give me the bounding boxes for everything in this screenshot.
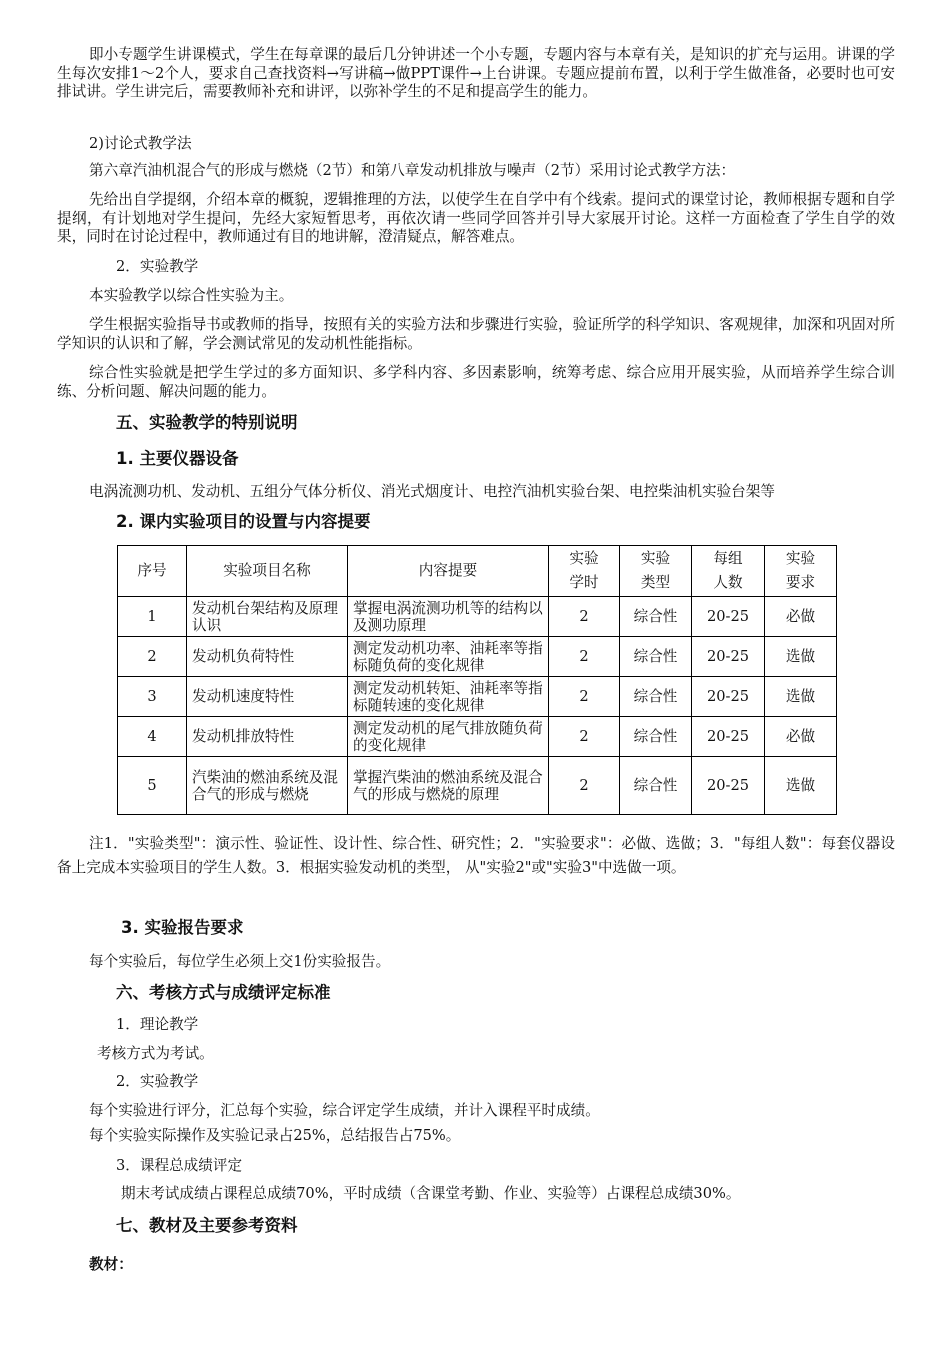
- cell-type: 综合性: [620, 637, 692, 677]
- report-requirement: 每个实验后，每位学生必须上交1份实验报告。: [89, 953, 391, 970]
- textbook-label: 教材：: [89, 1256, 133, 1273]
- subsection-heading-equipment: 1. 主要仪器设备: [116, 449, 239, 468]
- cell-content: 测定发动机功率、油耗率等指标随负荷的变化规律: [348, 637, 549, 677]
- paragraph-mini-topic: 即小专题学生讲课模式，学生在每章课的最后几分钟讲述一个小专题，专题内容与本章有关，是知识的扩充与运用。讲课的学生每次安排1～2个人，要求自己查找资料→写讲稿→做PPT课件→上台讲课。专题应提前布置，以利于学生做准备，必要时也可安排试讲。学生讲完后，需要教师补充和讲评，以弥补学生的不足和提高学生的能力。: [57, 46, 895, 100]
- cell-hours: 2: [549, 757, 620, 815]
- cell-name: 发动机速度特性: [187, 677, 348, 717]
- cell-name: 发动机排放特性: [187, 717, 348, 757]
- table-row: [118, 677, 837, 717]
- subheading-lab-teaching: 2．实验教学: [116, 258, 199, 275]
- subheading-theory: 1．理论教学: [116, 1016, 199, 1033]
- paragraph-chapters: 第六章汽油机混合气的形成与燃烧（2节）和第八章发动机排放与噪声（2节）采用讨论式教学方法：: [89, 162, 736, 179]
- cell-requirement: 必做: [765, 717, 837, 757]
- cell-no: 1: [118, 597, 187, 637]
- header-group: 每组 人数: [692, 546, 765, 597]
- paragraph-lab-main: 本实验教学以综合性实验为主。: [89, 287, 294, 304]
- paragraph-comprehensive: 综合性实验就是把学生学过的多方面知识、多学科内容、多因素影响，统筹考虑、综合应用开展实验，从而培养学生综合训练、分析问题、解决问题的能力。: [57, 364, 895, 400]
- cell-group: 20-25: [692, 597, 765, 637]
- cell-no: 2: [118, 637, 187, 677]
- cell-hours: 2: [549, 717, 620, 757]
- cell-content: 测定发动机的尾气排放随负荷的变化规律: [348, 717, 549, 757]
- header-requirement: 实验 要求: [765, 546, 837, 597]
- table-row: [118, 597, 837, 637]
- lab-assessment-2: 每个实验实际操作及实验记录占25%，总结报告占75%。: [89, 1127, 461, 1144]
- table-header-row: [118, 546, 837, 597]
- cell-name: 发动机负荷特性: [187, 637, 348, 677]
- header-no: 序号: [118, 546, 187, 597]
- section-heading-7: 七、教材及主要参考资料: [116, 1216, 298, 1235]
- subsection-heading-report: 3. 实验报告要求: [121, 918, 244, 937]
- cell-hours: 2: [549, 677, 620, 717]
- cell-hours: 2: [549, 597, 620, 637]
- cell-type: 综合性: [620, 597, 692, 637]
- experiment-table: [117, 545, 837, 815]
- paragraph-lab-guide: 学生根据实验指导书或教师的指导，按照有关的实验方法和步骤进行实验，验证所学的科学知识、客观规律，加深和巩固对所学知识的认识和了解，学会测试常见的发动机性能指标。: [57, 316, 895, 352]
- section-heading-5: 五、实验教学的特别说明: [116, 413, 298, 432]
- total-grade-text: 期末考试成绩占课程总成绩70%，平时成绩（含课堂考勤、作业、实验等）占课程总成绩30%。: [121, 1185, 741, 1202]
- cell-requirement: 选做: [765, 757, 837, 815]
- table-row: [118, 637, 837, 677]
- cell-requirement: 选做: [765, 637, 837, 677]
- paragraph-self-study: 先给出自学提纲，介绍本章的概貌，逻辑推理的方法，以使学生在自学中有个线索。提问式的课堂讨论，教师根据专题和自学提纲，有计划地对学生提问，先经大家短暂思考，再依次请一些同学回答并引导大家展开讨论。这样一方面检查了学生自学的效果，同时在讨论过程中，教师通过有目的地讲解，澄清疑点，解答难点。: [57, 191, 895, 245]
- cell-group: 20-25: [692, 717, 765, 757]
- cell-group: 20-25: [692, 677, 765, 717]
- cell-requirement: 必做: [765, 597, 837, 637]
- table-row: [118, 717, 837, 757]
- cell-type: 综合性: [620, 717, 692, 757]
- cell-hours: 2: [549, 637, 620, 677]
- cell-content: 测定发动机转矩、油耗率等指标随转速的变化规律: [348, 677, 549, 717]
- cell-type: 综合性: [620, 757, 692, 815]
- table-note: 注1．"实验类型"：演示性、验证性、设计性、综合性、研究性；2．"实验要求"：必做、选做；3．"每组人数"：每套仪器设备上完成本实验项目的学生人数。3．根据实验发动机的类型， 从"实验2"或"实验3"中选做一项。: [57, 835, 895, 876]
- cell-type: 综合性: [620, 677, 692, 717]
- cell-no: 3: [118, 677, 187, 717]
- cell-group: 20-25: [692, 637, 765, 677]
- subheading-total-grade: 3．课程总成绩评定: [116, 1157, 243, 1174]
- table-row: [118, 757, 837, 815]
- header-name: 实验项目名称: [187, 546, 348, 597]
- section-heading-6: 六、考核方式与成绩评定标准: [116, 983, 331, 1002]
- equipment-list: 电涡流测功机、发动机、五组分气体分析仪、消光式烟度计、电控汽油机实验台架、电控柴油机实验台架等: [89, 483, 775, 500]
- subsection-heading-projects: 2. 课内实验项目的设置与内容提要: [116, 512, 371, 531]
- cell-group: 20-25: [692, 757, 765, 815]
- header-content: 内容提要: [348, 546, 549, 597]
- header-hours: 实验 学时: [549, 546, 620, 597]
- subheading-lab: 2．实验教学: [116, 1073, 199, 1090]
- cell-name: 汽柴油的燃油系统及混合气的形成与燃烧: [187, 757, 348, 815]
- subheading-discussion-method: 2)讨论式教学法: [89, 135, 192, 152]
- header-type: 实验 类型: [620, 546, 692, 597]
- cell-requirement: 选做: [765, 677, 837, 717]
- cell-name: 发动机台架结构及原理认识: [187, 597, 348, 637]
- cell-content: 掌握汽柴油的燃油系统及混合气的形成与燃烧的原理: [348, 757, 549, 815]
- lab-assessment-1: 每个实验进行评分，汇总每个实验，综合评定学生成绩，并计入课程平时成绩。: [89, 1102, 600, 1119]
- cell-no: 5: [118, 757, 187, 815]
- cell-no: 4: [118, 717, 187, 757]
- theory-assessment: 考核方式为考试。: [97, 1045, 214, 1062]
- cell-content: 掌握电涡流测功机等的结构以及测功原理: [348, 597, 549, 637]
